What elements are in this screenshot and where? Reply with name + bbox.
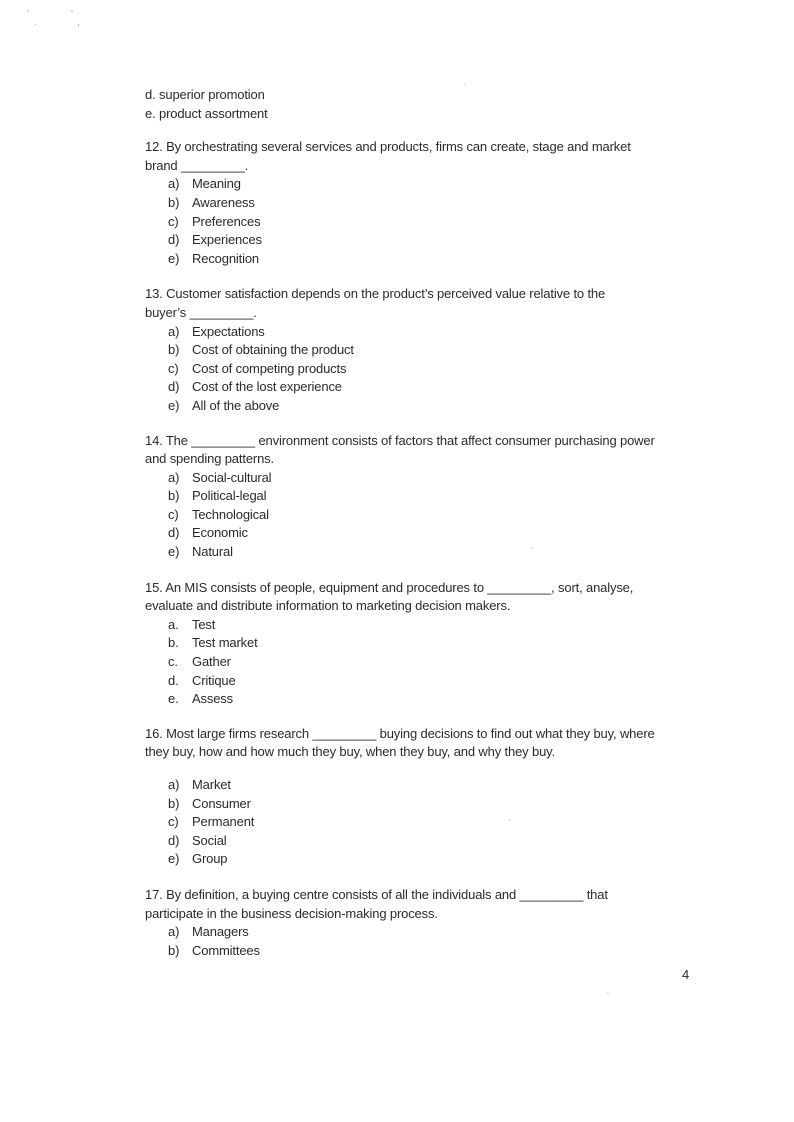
option-letter: a. — [168, 616, 179, 632]
question-14 — [145, 432, 690, 562]
option-row — [168, 323, 690, 342]
option-row — [168, 341, 690, 360]
option-letter: e) — [168, 250, 180, 266]
question-text-line: and spending patterns. — [145, 451, 274, 467]
question-text-line: participate in the business decision-making process. — [145, 905, 438, 921]
option-row — [168, 776, 690, 795]
option-text: Critique — [192, 672, 236, 688]
option-text: Permanent — [192, 814, 255, 830]
question-text-line: 13. Customer satisfaction depends on the product’s perceived value relative to the — [145, 286, 606, 302]
option-row — [168, 231, 690, 250]
option-letter: a) — [168, 777, 180, 792]
option-text: Awareness — [192, 194, 255, 210]
option-text: Gather — [192, 654, 231, 670]
option-text: superior promotion — [159, 87, 265, 102]
scan-artifact: ' — [71, 9, 73, 20]
question-text-line: they buy, how and how much they buy, when they buy, and why they buy. — [145, 744, 555, 760]
scan-artifact: . — [34, 17, 37, 28]
scan-artifact: - — [508, 815, 512, 826]
option-row — [168, 634, 690, 653]
option-letter: b) — [168, 488, 180, 504]
question-17 — [145, 886, 690, 960]
option-row — [168, 653, 690, 672]
question-text-line: 14. The _________ environment consists of factors that affect consumer purchasing power — [145, 432, 655, 448]
option-letter: e. — [168, 691, 179, 707]
option-text: Managers — [192, 924, 249, 940]
option-letter: d) — [168, 379, 180, 395]
option-row — [168, 524, 690, 543]
options-list — [168, 175, 690, 268]
option-letter: b) — [168, 342, 180, 358]
options-list — [168, 469, 690, 562]
previous-question-options — [145, 86, 690, 123]
option-text: Market — [192, 777, 231, 792]
option-row — [168, 850, 690, 869]
option-row — [168, 832, 690, 851]
question-text-line: 15. An MIS consists of people, equipment and procedures to _________, sort, analyse, — [145, 579, 634, 595]
option-row — [168, 795, 690, 814]
options-list — [168, 323, 690, 416]
option-letter: b) — [168, 795, 180, 811]
scan-artifact: - — [530, 543, 534, 554]
option-text: Economic — [192, 525, 248, 541]
option-text: Political-legal — [192, 488, 267, 504]
option-letter: a) — [168, 323, 180, 339]
document-content — [145, 86, 690, 960]
option-row — [168, 690, 690, 709]
option-letter: b) — [168, 942, 180, 958]
option-text: Preferences — [192, 213, 261, 229]
option-text: Recognition — [192, 250, 260, 266]
option-text: Committees — [192, 942, 260, 958]
option-row — [168, 672, 690, 691]
option-row — [168, 213, 690, 232]
option-row — [145, 105, 690, 124]
question-text-line: 17. By definition, a buying centre consists of all the individuals and _________ that — [145, 886, 608, 902]
option-text: Expectations — [192, 323, 265, 339]
option-row — [168, 469, 690, 488]
option-row — [168, 543, 690, 562]
option-letter: d) — [168, 525, 180, 541]
option-letter: e. — [145, 105, 156, 121]
question-text-line: brand _________. — [145, 157, 249, 173]
option-row — [145, 86, 690, 105]
option-letter: d. — [168, 672, 179, 688]
option-text: Cost of competing products — [192, 360, 347, 376]
option-letter: b. — [168, 635, 179, 651]
option-row — [168, 923, 690, 942]
scan-artifact: - — [606, 988, 610, 999]
scan-artifact: · — [463, 79, 467, 90]
option-letter: e) — [168, 851, 180, 867]
option-letter: d) — [168, 832, 180, 848]
option-text: Social-cultural — [192, 469, 272, 485]
option-row — [168, 378, 690, 397]
option-text: Consumer — [192, 795, 251, 811]
question-12 — [145, 138, 690, 268]
scan-artifact: , — [77, 17, 80, 28]
scan-artifact: ' — [27, 9, 29, 20]
option-row — [168, 942, 690, 961]
option-text: Technological — [192, 506, 269, 522]
option-text: Natural — [192, 544, 233, 560]
option-letter: c. — [168, 654, 178, 670]
option-text: Experiences — [192, 232, 262, 248]
option-text: Test market — [192, 635, 258, 651]
option-row — [168, 175, 690, 194]
option-text: Assess — [192, 691, 234, 707]
option-letter: e) — [168, 544, 180, 560]
question-text-line: 12. By orchestrating several services and products, firms can create, stage and market — [145, 139, 631, 155]
option-letter: c) — [168, 213, 179, 229]
option-row — [168, 616, 690, 635]
options-list — [168, 616, 690, 709]
option-text: Group — [192, 851, 228, 867]
option-row — [168, 360, 690, 379]
option-text: All of the above — [192, 397, 280, 413]
option-row — [168, 813, 690, 832]
option-row — [168, 487, 690, 506]
option-letter: e) — [168, 397, 180, 413]
option-letter: a) — [168, 924, 180, 940]
option-row — [168, 250, 690, 269]
option-text: Meaning — [192, 176, 241, 192]
option-letter: a) — [168, 176, 180, 192]
option-letter: d) — [168, 232, 180, 248]
option-text: Test — [192, 616, 216, 632]
question-text-line: buyer’s _________. — [145, 304, 257, 320]
option-letter: c) — [168, 506, 179, 522]
option-text: product assortment — [159, 105, 268, 121]
option-row — [168, 194, 690, 213]
option-letter: c) — [168, 814, 179, 830]
question-15 — [145, 579, 690, 709]
option-text: Social — [192, 832, 227, 848]
question-13 — [145, 285, 690, 415]
option-letter: a) — [168, 469, 180, 485]
question-16 — [145, 725, 690, 869]
options-list — [168, 776, 690, 869]
option-row — [168, 506, 690, 525]
option-letter: d. — [145, 87, 156, 102]
option-text: Cost of obtaining the product — [192, 342, 354, 358]
option-text: Cost of the lost experience — [192, 379, 342, 395]
option-letter: c) — [168, 360, 179, 376]
question-text-line: evaluate and distribute information to marketing decision makers. — [145, 598, 511, 614]
option-letter: b) — [168, 194, 180, 210]
option-row — [168, 397, 690, 416]
question-text-line: 16. Most large firms research _________ buying decisions to find out what they buy, where — [145, 725, 655, 741]
options-list — [168, 923, 690, 960]
page-number: 4 — [682, 967, 690, 982]
